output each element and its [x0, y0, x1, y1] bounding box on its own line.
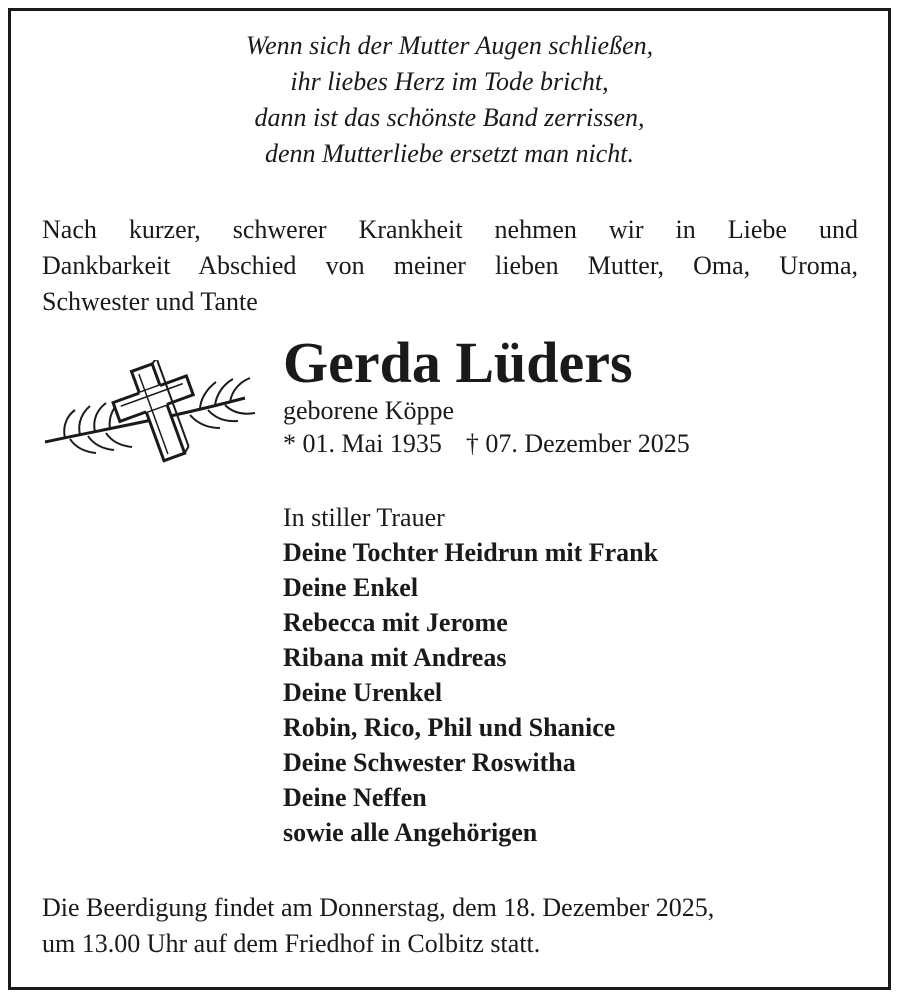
mourner-line: Deine Neffen [283, 783, 427, 812]
poem-line: ihr liebes Herz im Tode bricht, [290, 67, 609, 96]
mourner-line: Robin, Rico, Phil und Shanice [283, 713, 616, 742]
intro-line: Schwester und Tante [42, 287, 258, 316]
mourner-line: sowie alle Angehörigen [283, 818, 538, 847]
mourner-line: Deine Tochter Heidrun mit Frank [283, 538, 659, 567]
mourner-line: Ribana mit Andreas [283, 643, 507, 672]
poem [0, 28, 899, 172]
funeral-notice [42, 890, 862, 962]
poem-line: denn Mutterliebe ersetzt man nicht. [265, 139, 634, 168]
funeral-line: Die Beerdigung findet am Donnerstag, dem 18. Dezember 2025, [42, 893, 715, 922]
maiden-name: geborene Köppe [283, 396, 455, 425]
death-date: † 07. Dezember 2025 [465, 429, 690, 458]
funeral-line: um 13.00 Uhr auf dem Friedhof in Colbitz statt. [42, 929, 541, 958]
birth-date: * 01. Mai 1935 [283, 429, 442, 458]
poem-line: dann ist das schönste Band zerrissen, [254, 103, 645, 132]
life-dates [283, 426, 690, 462]
mourner-line: Rebecca mit Jerome [283, 608, 508, 637]
mourners-list [283, 500, 658, 850]
intro-text [42, 212, 858, 320]
mourner-line: Deine Urenkel [283, 678, 443, 707]
cross-with-palm-branch-icon [40, 360, 265, 465]
mourner-line: Deine Enkel [283, 573, 419, 602]
poem-line: Wenn sich der Mutter Augen schließen, [245, 31, 654, 60]
intro-line: Dankbarkeit Abschied von meiner lieben Mutter, Oma, Uroma, [42, 251, 858, 280]
mourner-line: Deine Schwester Roswitha [283, 748, 576, 777]
intro-line: Nach kurzer, schwerer Krankheit nehmen wir in Liebe und [42, 215, 858, 244]
mourners-intro: In stiller Trauer [283, 503, 445, 532]
deceased-name: Gerda Lüders [283, 330, 633, 395]
